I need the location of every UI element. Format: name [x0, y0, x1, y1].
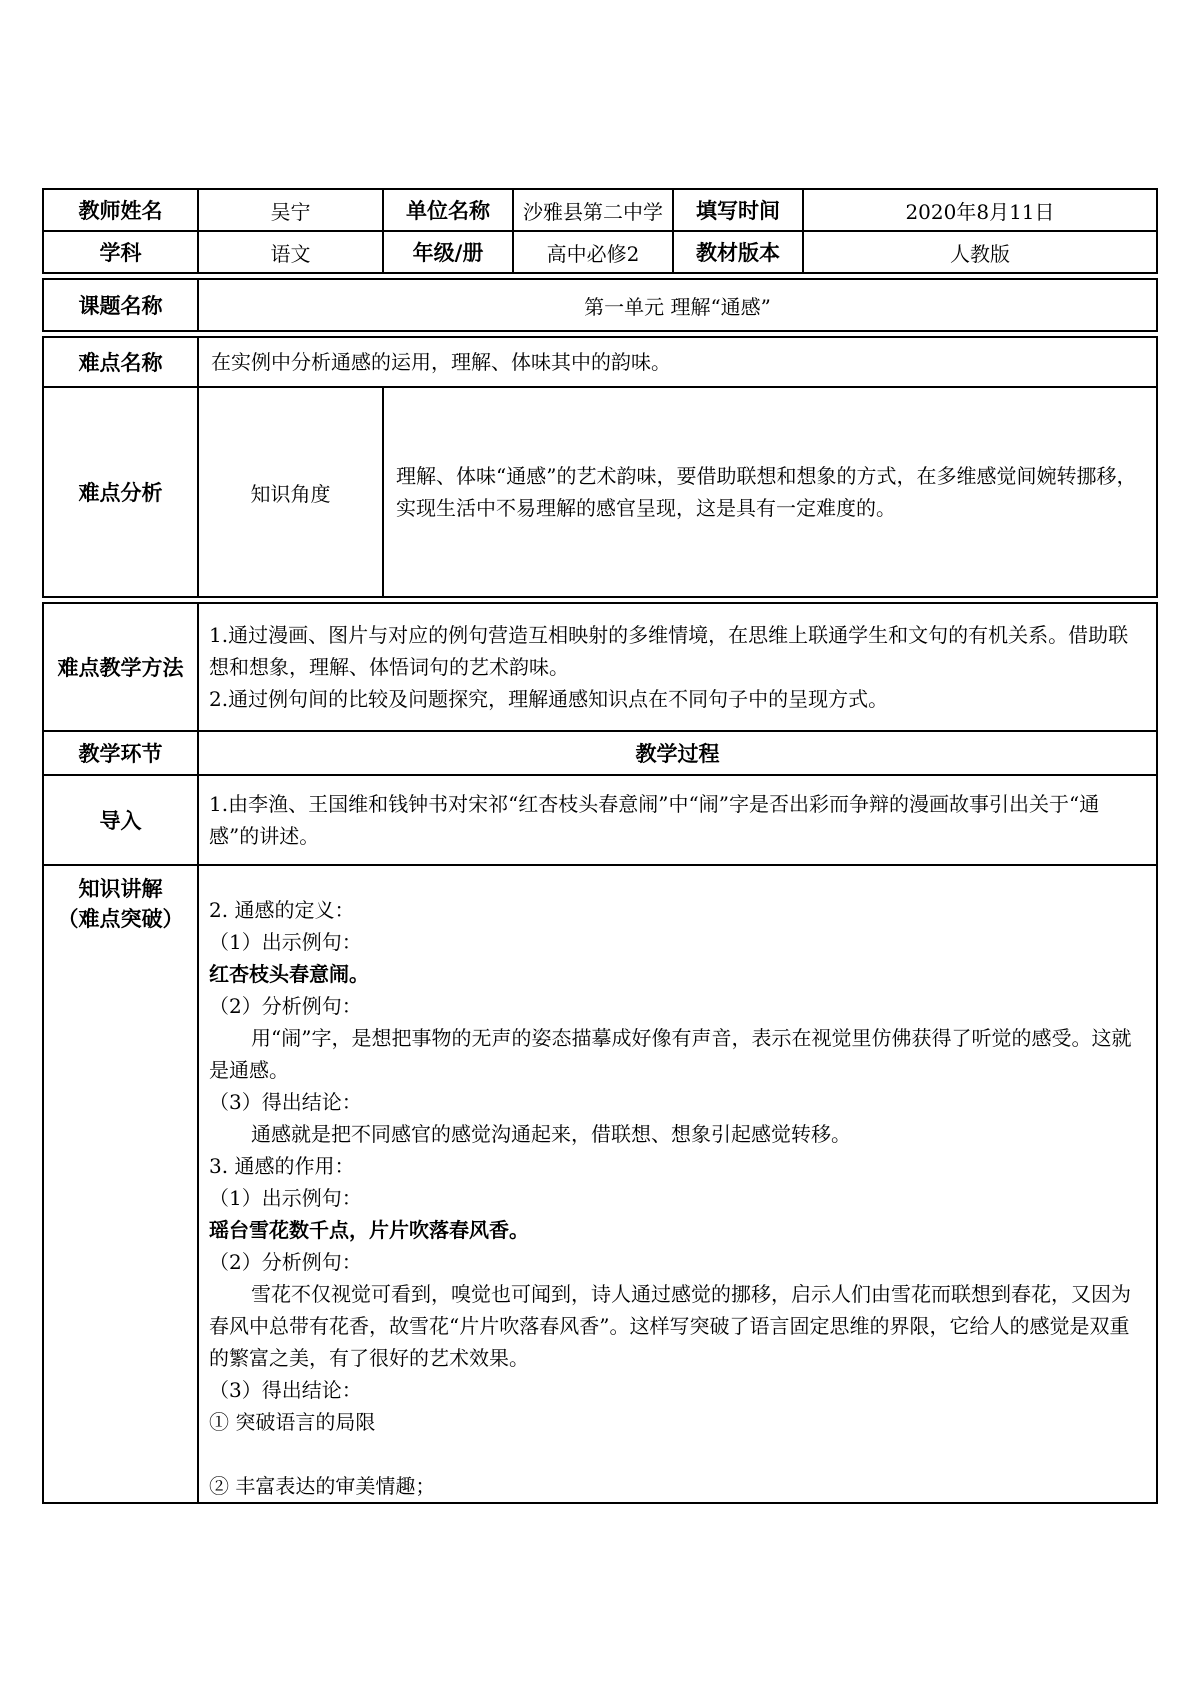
- difficulty-label: 难点名称: [43, 337, 198, 387]
- analysis-heading-2: （2）分析例句：: [209, 1250, 362, 1274]
- difficulty-value: 在实例中分析通感的运用，理解、体味其中的韵味。: [198, 337, 1157, 387]
- intro-row: [43, 775, 1157, 865]
- intro-label: 导入: [43, 775, 198, 865]
- subject-label: 学科: [43, 231, 198, 273]
- subject-value: 语文: [198, 231, 383, 273]
- analysis-heading-1: （2）分析例句：: [209, 994, 362, 1018]
- analysis-text-1: 用“闹”字，是想把事物的无声的姿态描摹成好像有声音，表示在视觉里仿佛获得了听觉的感受。这就是通感。: [209, 1026, 1132, 1082]
- method-line-1: 1.通过漫画、图片与对应的例句营造互相映射的多维情境，在思维上联通学生和文句的有机关系。借助联想和想象，理解、体悟词句的艺术韵味。: [209, 623, 1129, 679]
- process-header-row: [43, 731, 1157, 775]
- teacher-value: 吴宁: [198, 189, 383, 231]
- intro-text: 1.由李渔、王国维和钱钟书对宋祁“红杏枝头春意闹”中“闹”字是否出彩而争辩的漫画故事引出关于“通感”的讲述。: [198, 775, 1157, 865]
- lesson-plan-sheet: [42, 188, 1156, 1504]
- knowledge-row: [43, 865, 1157, 1503]
- example-sentence-1: 红杏枝头春意闹。: [209, 962, 369, 986]
- knowledge-label-line-1: 知识讲解: [78, 877, 163, 901]
- unit-value: 沙雅县第二中学: [513, 189, 673, 231]
- process-header-value: 教学过程: [198, 731, 1157, 775]
- analysis-text-2: 雪花不仅视觉可看到，嗅觉也可闻到，诗人通过感觉的挪移，启示人们由雪花而联想到春花，又因为春风中总带有花香，故雪花“片片吹落春风香”。这样写突破了语言固定思维的界限，它给人的感觉是双重的繁富之美，有了很好的艺术效果。: [209, 1282, 1131, 1370]
- method-label: 难点教学方法: [43, 603, 198, 731]
- topic-value: 第一单元 理解“通感”: [198, 279, 1157, 331]
- topic-row: [43, 279, 1157, 331]
- unit-label: 单位名称: [383, 189, 513, 231]
- topic-label: 课题名称: [43, 279, 198, 331]
- spacer: [209, 1438, 1146, 1470]
- analysis-row: [43, 387, 1157, 597]
- method-line-2: 2.通过例句间的比较及问题探究，理解通感知识点在不同句子中的呈现方式。: [209, 687, 889, 711]
- conclusion-heading-1: （3）得出结论：: [209, 1090, 362, 1114]
- edition-value: 人教版: [803, 231, 1157, 273]
- analysis-text: 理解、体味“通感”的艺术韵味，要借助联想和想象的方式，在多维感觉间婉转挪移，实现生活中不易理解的感官呈现，这是具有一定难度的。: [383, 387, 1157, 597]
- lesson-plan-table: [42, 188, 1158, 1504]
- definition-heading: 2. 通感的定义：: [209, 898, 355, 922]
- header-row-2: [43, 231, 1157, 273]
- date-label: 填写时间: [673, 189, 803, 231]
- header-row-1: [43, 189, 1157, 231]
- conclusion-text-1: 通感就是把不同感官的感觉沟通起来，借联想、想象引起感觉转移。: [251, 1122, 851, 1146]
- process-stage-label: 教学环节: [43, 731, 198, 775]
- spacer: [209, 874, 1146, 894]
- example-heading-1: （1）出示例句：: [209, 930, 362, 954]
- knowledge-label-line-2: （难点突破）: [57, 907, 184, 931]
- difficulty-row: [43, 337, 1157, 387]
- function-heading: 3. 通感的作用：: [209, 1154, 355, 1178]
- method-text: [198, 603, 1157, 731]
- teacher-label: 教师姓名: [43, 189, 198, 231]
- grade-label: 年级/册: [383, 231, 513, 273]
- analysis-label: 难点分析: [43, 387, 198, 597]
- knowledge-label: [43, 865, 198, 1503]
- conclusion-item-1: ① 突破语言的局限: [209, 1410, 376, 1434]
- grade-value: 高中必修2: [513, 231, 673, 273]
- example-heading-2: （1）出示例句：: [209, 1186, 362, 1210]
- method-row: [43, 603, 1157, 731]
- conclusion-item-2: ② 丰富表达的审美情趣；: [209, 1474, 436, 1498]
- edition-label: 教材版本: [673, 231, 803, 273]
- example-sentence-2: 瑶台雪花数千点，片片吹落春风香。: [209, 1218, 529, 1242]
- analysis-angle: 知识角度: [198, 387, 383, 597]
- knowledge-content: [198, 865, 1157, 1503]
- date-value: 2020年8月11日: [803, 189, 1157, 231]
- conclusion-heading-2: （3）得出结论：: [209, 1378, 362, 1402]
